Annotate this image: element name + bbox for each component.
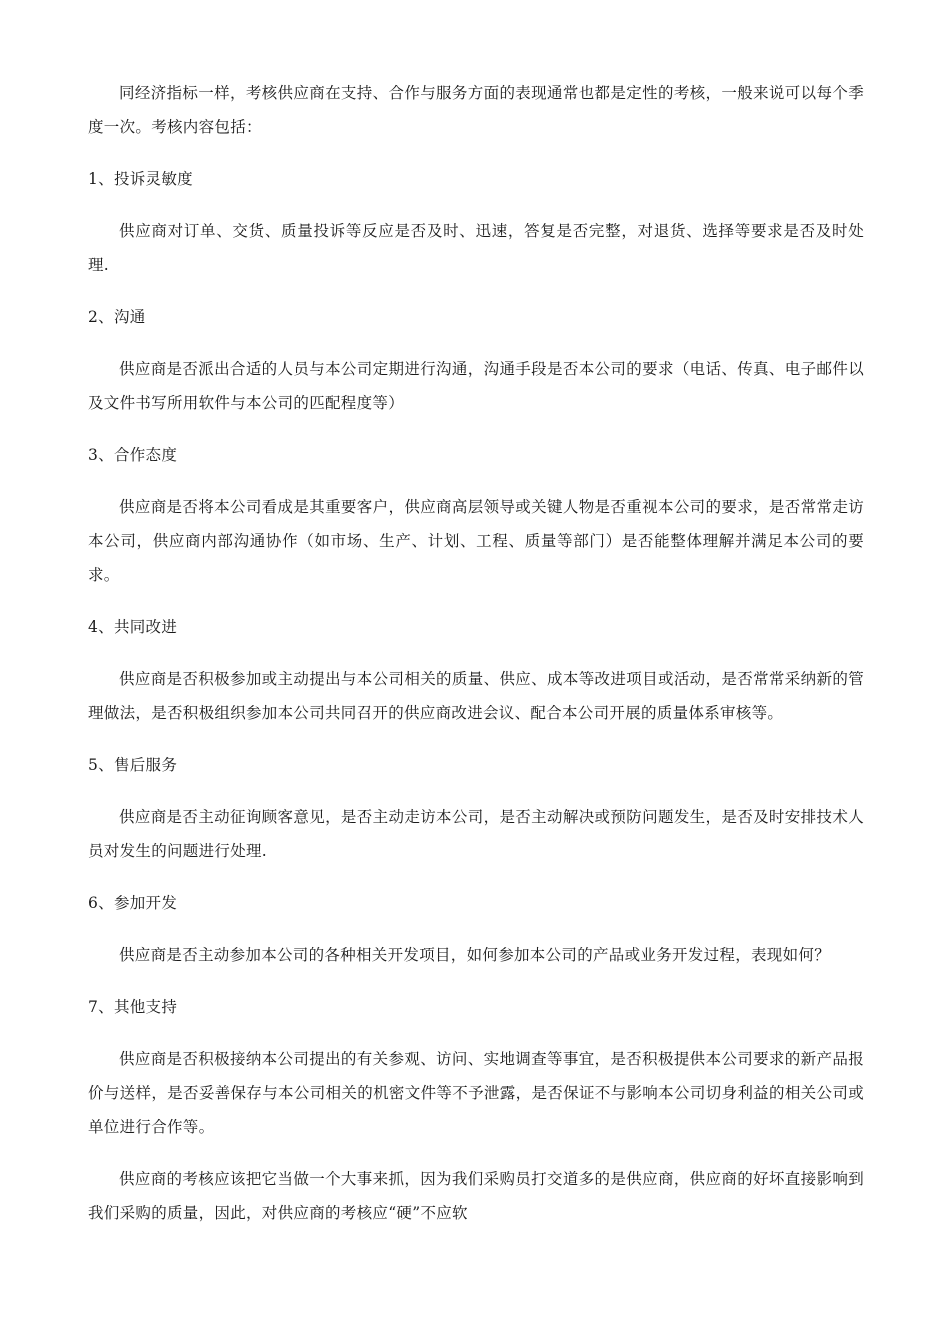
section-heading-2: 2、沟通 — [88, 308, 146, 326]
section-heading-6: 6、参加开发 — [88, 894, 178, 912]
section-heading-7: 7、其他支持 — [88, 998, 178, 1016]
section-heading-1: 1、投诉灵敏度 — [88, 170, 193, 188]
section-body-4: 供应商是否积极参加或主动提出与本公司相关的质量、供应、成本等改进项目或活动，是否常常采纳新的管理做法，是否积极组织参加本公司共同召开的供应商改进会议、配合本公司开展的质量体系审核等。 — [88, 670, 864, 722]
section-body-6: 供应商是否主动参加本公司的各种相关开发项目，如何参加本公司的产品或业务开发过程，表现如何？ — [119, 946, 831, 964]
section-body-3: 供应商是否将本公司看成是其重要客户，供应商高层领导或关键人物是否重视本公司的要求，是否常常走访本公司，供应商内部沟通协作（如市场、生产、计划、工程、质量等部门）是否能整体理解并满足本公司的要求。 — [88, 498, 864, 584]
conclusion-paragraph: 供应商的考核应该把它当做一个大事来抓，因为我们采购员打交道多的是供应商，供应商的好坏直接影响到我们采购的质量，因此，对供应商的考核应“硬”不应软 — [88, 1170, 864, 1222]
section-body-5: 供应商是否主动征询顾客意见，是否主动走访本公司，是否主动解决或预防问题发生，是否及时安排技术人员对发生的问题进行处理. — [88, 808, 864, 860]
document-body — [88, 76, 864, 1230]
section-heading-4: 4、共同改进 — [88, 618, 178, 636]
section-heading-5: 5、售后服务 — [88, 756, 178, 774]
section-body-7: 供应商是否积极接纳本公司提出的有关参观、访问、实地调查等事宜，是否积极提供本公司要求的新产品报价与送样，是否妥善保存与本公司相关的机密文件等不予泄露，是否保证不与影响本公司切身利益的相关公司或单位进行合作等。 — [88, 1050, 864, 1136]
section-body-2: 供应商是否派出合适的人员与本公司定期进行沟通，沟通手段是否本公司的要求（电话、传真、电子邮件以及文件书写所用软件与本公司的匹配程度等） — [88, 360, 864, 412]
section-heading-3: 3、合作态度 — [88, 446, 178, 464]
section-body-1: 供应商对订单、交货、质量投诉等反应是否及时、迅速，答复是否完整，对退货、选择等要求是否及时处理. — [88, 222, 864, 274]
intro-paragraph: 同经济指标一样，考核供应商在支持、合作与服务方面的表现通常也都是定性的考核，一般来说可以每个季度一次。考核内容包括： — [88, 84, 864, 136]
